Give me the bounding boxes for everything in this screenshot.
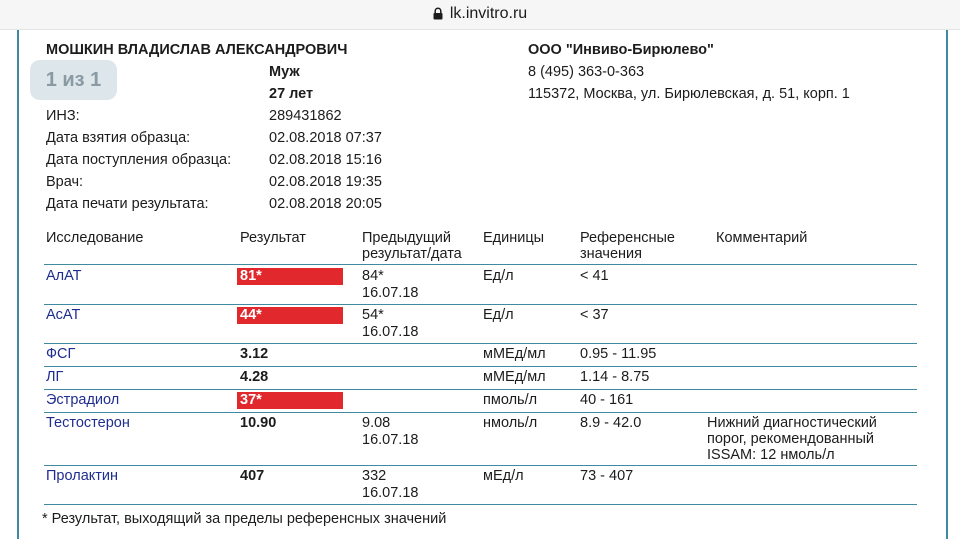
- lock-icon: [433, 7, 443, 19]
- row-result-prolactin: 407: [240, 468, 265, 484]
- row-reference-asat: < 37: [580, 307, 609, 323]
- row-units-asat: Ед/л: [483, 307, 514, 323]
- sample-received-value: 02.08.2018 15:16: [269, 152, 382, 168]
- lab-address: 115372, Москва, ул. Бирюлевская, д. 51, корп. 1: [528, 86, 850, 102]
- col-result-header: Результат: [240, 230, 306, 246]
- row-test-fsg: ФСГ: [46, 346, 76, 362]
- col-comment-header: Комментарий: [716, 230, 808, 246]
- patient-age: 27 лет: [269, 86, 314, 102]
- row-divider: [44, 412, 917, 413]
- row-result-lg: 4.28: [240, 369, 269, 385]
- row-prev-value-testosterone: 9.08: [362, 415, 391, 431]
- row-divider: [44, 389, 917, 390]
- inz-value: 289431862: [269, 108, 342, 124]
- col-test-header: Исследование: [46, 230, 144, 246]
- row-reference-alat: < 41: [580, 268, 609, 284]
- row-prev-value-asat: 54*: [362, 307, 384, 323]
- footnote: * Результат, выходящий за пределы референсных значений: [42, 511, 447, 527]
- sample-received-label: Дата поступления образца:: [46, 152, 232, 168]
- page-indicator: 1 из 1: [30, 60, 117, 100]
- row-test-prolactin: Пролактин: [46, 468, 119, 484]
- row-result-fsg: 3.12: [240, 346, 269, 362]
- row-test-asat: АсАТ: [46, 307, 81, 323]
- row-units-fsg: мМЕд/мл: [483, 346, 546, 362]
- col-previous-header-line2: результат/дата: [362, 246, 462, 262]
- print-date-label: Дата печати результата:: [46, 196, 209, 212]
- browser-url-bar[interactable]: [0, 0, 960, 30]
- row-divider: [44, 366, 917, 367]
- row-test-alat: АлАТ: [46, 268, 82, 284]
- row-result-estradiol: 37*: [237, 392, 343, 409]
- print-date-value: 02.08.2018 20:05: [269, 196, 382, 212]
- row-reference-fsg: 0.95 - 11.95: [580, 346, 657, 362]
- row-prev-date-alat: 16.07.18: [362, 285, 419, 301]
- row-comment-testosterone-line2: порог, рекомендованный: [707, 431, 875, 447]
- row-reference-testosterone: 8.9 - 42.0: [580, 415, 642, 431]
- row-units-testosterone: нмоль/л: [483, 415, 538, 431]
- sample-taken-label: Дата взятия образца:: [46, 130, 191, 146]
- row-divider: [44, 504, 917, 505]
- row-reference-prolactin: 73 - 407: [580, 468, 634, 484]
- row-prev-value-alat: 84*: [362, 268, 384, 284]
- row-units-lg: мМЕд/мл: [483, 369, 546, 385]
- url-text: lk.invitro.ru: [449, 5, 528, 22]
- row-divider: [44, 304, 917, 305]
- row-units-prolactin: мЕд/л: [483, 468, 524, 484]
- row-prev-date-testosterone: 16.07.18: [362, 432, 419, 448]
- row-units-estradiol: пмоль/л: [483, 392, 538, 408]
- col-units-header: Единицы: [483, 230, 545, 246]
- row-divider: [44, 465, 917, 466]
- row-result-asat: 44*: [237, 307, 343, 324]
- doctor-label: Врач:: [46, 174, 84, 190]
- row-prev-value-prolactin: 332: [362, 468, 387, 484]
- row-test-testosterone: Тестостерон: [46, 415, 130, 431]
- row-result-testosterone: 10.90: [240, 415, 277, 431]
- row-comment-testosterone-line3: ISSAM: 12 нмоль/л: [707, 447, 835, 463]
- col-previous-header: Предыдущий: [362, 230, 451, 246]
- row-divider: [44, 343, 917, 344]
- header-divider: [44, 264, 917, 265]
- row-test-lg: ЛГ: [46, 369, 64, 385]
- patient-name: МОШКИН ВЛАДИСЛАВ АЛЕКСАНДРОВИЧ: [46, 42, 348, 58]
- row-comment-testosterone: Нижний диагностический: [707, 415, 877, 431]
- row-reference-estradiol: 40 - 161: [580, 392, 634, 408]
- lab-phone: 8 (495) 363-0-363: [528, 64, 645, 80]
- row-reference-lg: 1.14 - 8.75: [580, 369, 650, 385]
- row-prev-date-prolactin: 16.07.18: [362, 485, 419, 501]
- doctor-value: 02.08.2018 19:35: [269, 174, 382, 190]
- col-reference-header: Референсные: [580, 230, 675, 246]
- row-test-estradiol: Эстрадиол: [46, 392, 120, 408]
- row-units-alat: Ед/л: [483, 268, 514, 284]
- row-prev-date-asat: 16.07.18: [362, 324, 419, 340]
- patient-sex: Муж: [269, 64, 300, 80]
- url-display[interactable]: [0, 5, 960, 23]
- col-reference-header-line2: значения: [580, 246, 642, 262]
- row-result-alat: 81*: [237, 268, 343, 285]
- lab-name: ООО "Инвиво-Бирюлево": [528, 42, 714, 58]
- sample-taken-value: 02.08.2018 07:37: [269, 130, 382, 146]
- inz-label: ИНЗ:: [46, 108, 80, 124]
